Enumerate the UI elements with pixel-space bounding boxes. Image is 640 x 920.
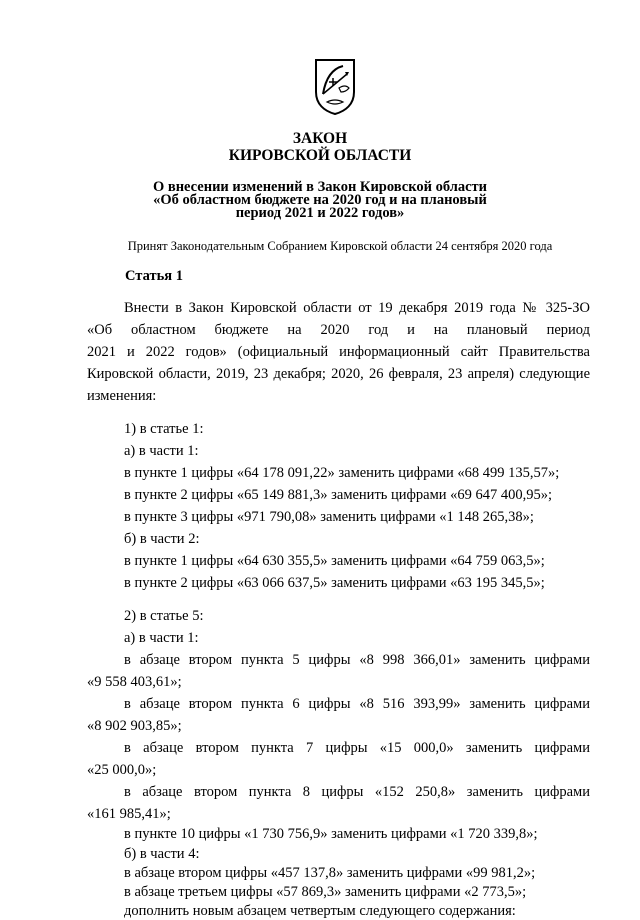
section2-line: «9 558 403,61»;	[87, 674, 182, 690]
section2-line: в абзаце втором пункта 6 цифры «8 516 393,99» заменить цифрами	[124, 696, 590, 712]
section2-line: в пункте 10 цифры «1 730 756,9» заменить цифрами «1 720 339,8»;	[124, 826, 538, 842]
law-subtitle-line-3: период 2021 и 2022 годов»	[235, 205, 405, 221]
section1-line: в пункте 2 цифры «63 066 637,5» заменить цифрами «63 195 345,5»;	[124, 575, 545, 591]
intro-line: 2021 и 2022 годов» (официальный информационный сайт Правительства	[87, 344, 590, 360]
section2-line: «25 000,0»;	[87, 762, 157, 778]
section2-line: б) в части 4:	[124, 846, 200, 862]
section1-line: 1) в статье 1:	[124, 421, 204, 437]
adoption-note: Принят Законодательным Собранием Кировской области 24 сентября 2020 года	[127, 239, 553, 253]
region-title: КИРОВСКОЙ ОБЛАСТИ	[228, 147, 412, 164]
section1-line: в пункте 1 цифры «64 630 355,5» заменить цифрами «64 759 063,5»;	[124, 553, 545, 569]
section1-line: в пункте 2 цифры «65 149 881,3» заменить цифрами «69 647 400,95»;	[124, 487, 553, 503]
law-title: ЗАКОН	[292, 130, 348, 147]
section2-line: в абзаце третьем цифры «57 869,3» заменить цифрами «2 773,5»;	[124, 884, 527, 900]
section2-line: в абзаце втором пункта 8 цифры «152 250,8» заменить цифрами	[124, 784, 590, 800]
law-subtitle-line-2: «Об областном бюджете на 2020 год и на плановый	[153, 192, 487, 208]
section1-line: б) в части 2:	[124, 531, 200, 547]
section2-line: а) в части 1:	[124, 630, 199, 646]
section1-line: в пункте 1 цифры «64 178 091,22» заменить цифрами «68 499 135,57»;	[124, 465, 560, 481]
section2-line: в абзаце втором цифры «457 137,8» заменить цифрами «99 981,2»;	[124, 865, 536, 881]
section1-line: а) в части 1:	[124, 443, 199, 459]
coat-of-arms-icon	[313, 58, 357, 116]
section2-line: 2) в статье 5:	[124, 608, 204, 624]
law-subtitle-line-1: О внесении изменений в Закон Кировской области	[152, 179, 488, 195]
section2-line: дополнить новым абзацем четвертым следующего содержания:	[124, 903, 516, 919]
intro-line: изменения:	[87, 388, 157, 404]
intro-line: Кировской области, 2019, 23 декабря; 2020, 26 февраля, 23 апреля) следующие	[87, 366, 590, 382]
section2-line: в абзаце втором пункта 7 цифры «15 000,0» заменить цифрами	[124, 740, 590, 756]
section2-line: в абзаце втором пункта 5 цифры «8 998 366,01» заменить цифрами	[124, 652, 590, 668]
intro-line: Внести в Закон Кировской области от 19 декабря 2019 года № 325-ЗО	[124, 300, 590, 316]
article-heading: Статья 1	[125, 268, 183, 284]
section1-line: в пункте 3 цифры «971 790,08» заменить цифрами «1 148 265,38»;	[124, 509, 534, 525]
section2-line: «8 902 903,85»;	[87, 718, 182, 734]
section2-line: «161 985,41»;	[87, 806, 171, 822]
intro-line: «Об областном бюджете на 2020 год и на плановый период	[87, 322, 590, 338]
